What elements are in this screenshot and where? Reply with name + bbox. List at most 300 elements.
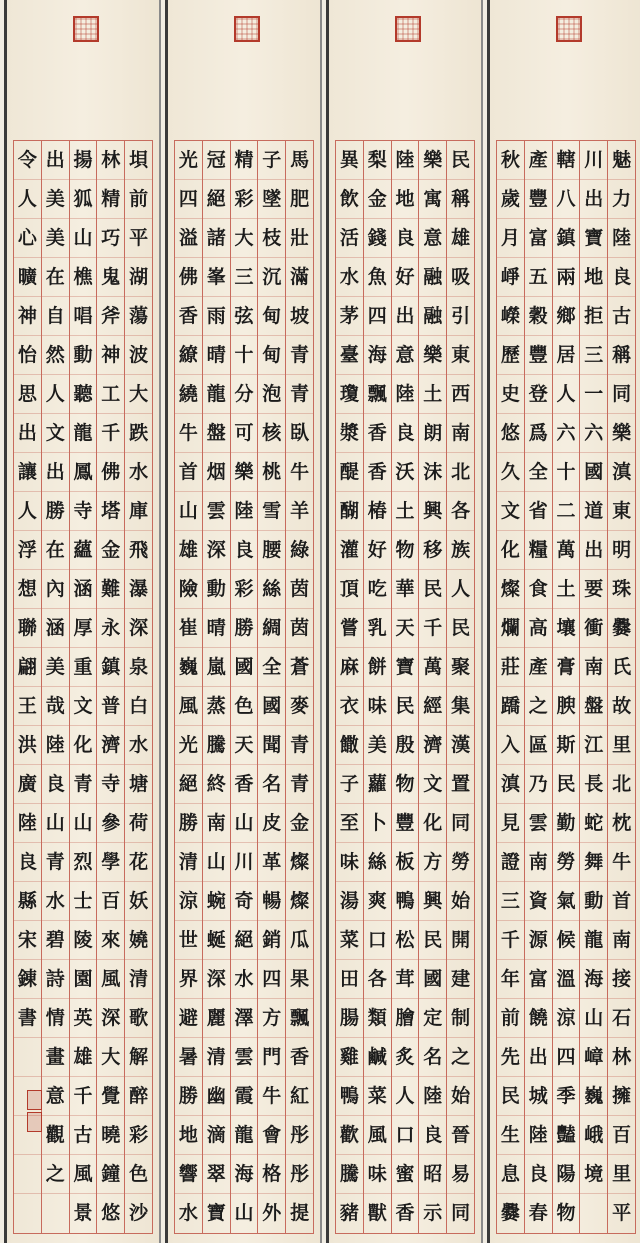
- calligraphy-character: 斯: [556, 733, 576, 756]
- character-cell: [553, 258, 580, 297]
- character-cell: [231, 1038, 258, 1077]
- character-cell: [392, 297, 419, 336]
- character-cell: [580, 336, 607, 375]
- character-cell: [525, 1194, 552, 1233]
- character-cell: [175, 960, 202, 999]
- calligraphy-character: 之: [451, 1045, 471, 1068]
- calligraphy-character: 族: [451, 538, 471, 561]
- character-cell: [497, 336, 524, 375]
- calligraphy-character: 昭: [423, 1162, 443, 1185]
- calligraphy-character: 嶂: [584, 1045, 604, 1068]
- character-cell: [608, 492, 635, 531]
- calligraphy-character: 泉: [129, 655, 149, 678]
- character-cell: [258, 375, 285, 414]
- character-cell: [392, 726, 419, 765]
- character-cell: [125, 843, 152, 882]
- character-cell: [553, 1116, 580, 1155]
- calligraphy-character: 學: [101, 850, 121, 873]
- calligraphy-character: 置: [451, 772, 471, 795]
- calligraphy-character: 之: [528, 694, 548, 717]
- calligraphy-character: 烈: [73, 850, 93, 873]
- character-cell: [258, 921, 285, 960]
- character-cell: [203, 297, 230, 336]
- character-cell: [447, 765, 474, 804]
- calligraphy-character: 龍: [234, 1123, 254, 1146]
- calligraphy-character: 食: [528, 577, 548, 600]
- calligraphy-character: 水: [129, 733, 149, 756]
- character-cell: [608, 843, 635, 882]
- character-cell: [175, 453, 202, 492]
- calligraphy-character: 源: [528, 928, 548, 951]
- calligraphy-character: 證: [500, 850, 520, 873]
- calligraphy-character: 彩: [234, 187, 254, 210]
- character-cell: [364, 180, 391, 219]
- character-cell: [231, 570, 258, 609]
- character-cell: [97, 375, 124, 414]
- calligraphy-character: 風: [367, 1123, 387, 1146]
- character-cell: [14, 999, 41, 1038]
- calligraphy-character: 西: [451, 382, 471, 405]
- calligraphy-character: 蒸: [206, 694, 226, 717]
- character-cell: [286, 141, 313, 180]
- calligraphy-character: 爨: [500, 1202, 520, 1224]
- calligraphy-character: 十: [234, 343, 254, 366]
- character-cell: [258, 492, 285, 531]
- character-cell: [580, 999, 607, 1038]
- character-cell: [97, 999, 124, 1038]
- character-cell: [231, 804, 258, 843]
- character-cell: [42, 1155, 69, 1194]
- calligraphy-character: 吃: [367, 577, 387, 600]
- calligraphy-character: 鳳: [73, 460, 93, 483]
- calligraphy-character: 蛇: [584, 811, 604, 834]
- calligraphy-character: 江: [584, 733, 604, 756]
- character-cell: [42, 531, 69, 570]
- calligraphy-character: 秋: [500, 148, 520, 171]
- calligraphy-character: 普: [101, 694, 121, 717]
- character-cell: [70, 804, 97, 843]
- calligraphy-character: 物: [395, 538, 415, 561]
- character-cell: [525, 1155, 552, 1194]
- character-cell: [447, 726, 474, 765]
- calligraphy-character: 香: [178, 304, 198, 327]
- calligraphy-character: 雄: [451, 226, 471, 249]
- character-cell: [336, 141, 363, 180]
- character-cell: [42, 765, 69, 804]
- calligraphy-character: 終: [206, 772, 226, 795]
- character-cell: [125, 1194, 152, 1233]
- character-cell: [525, 687, 552, 726]
- calligraphy-character: 膏: [556, 655, 576, 678]
- calligraphy-character: 白: [129, 694, 149, 717]
- character-cell: [525, 141, 552, 180]
- calligraphy-character: 力: [612, 187, 632, 210]
- character-cell: [42, 1194, 69, 1233]
- calligraphy-character: 冠: [206, 148, 226, 171]
- calligraphy-character: 燦: [500, 577, 520, 600]
- text-column: [285, 141, 314, 1233]
- character-cell: [392, 609, 419, 648]
- calligraphy-character: 深: [206, 967, 226, 990]
- character-cell: [447, 453, 474, 492]
- calligraphy-character: 彩: [234, 577, 254, 600]
- character-cell: [70, 648, 97, 687]
- calligraphy-character: 大: [101, 1045, 121, 1068]
- calligraphy-character: 始: [451, 889, 471, 912]
- character-cell: [42, 1038, 69, 1077]
- character-cell: [497, 1116, 524, 1155]
- character-cell: [175, 882, 202, 921]
- character-cell: [231, 1116, 258, 1155]
- character-cell: [419, 453, 446, 492]
- character-cell: [364, 609, 391, 648]
- character-cell: [70, 141, 97, 180]
- signature-seal-icon: [27, 1112, 42, 1132]
- character-cell: [203, 843, 230, 882]
- calligraphy-character: 明: [612, 538, 632, 561]
- calligraphy-character: 勝: [178, 1084, 198, 1107]
- calligraphy-character: 濟: [101, 733, 121, 756]
- calligraphy-character: 風: [178, 694, 198, 717]
- calligraphy-character: 華: [395, 577, 415, 600]
- calligraphy-character: 枕: [612, 811, 632, 834]
- character-cell: [553, 297, 580, 336]
- calligraphy-character: 稱: [451, 187, 471, 210]
- calligraphy-character: 涼: [178, 889, 198, 912]
- character-cell: [392, 921, 419, 960]
- character-cell: [97, 804, 124, 843]
- character-cell: [175, 1194, 202, 1233]
- calligraphy-character: 情: [45, 1006, 65, 1029]
- character-cell: [97, 570, 124, 609]
- character-cell: [231, 141, 258, 180]
- calligraphy-character: 會: [262, 1123, 282, 1146]
- calligraphy-character: 沃: [395, 460, 415, 483]
- calligraphy-character: 在: [45, 265, 65, 288]
- character-cell: [286, 531, 313, 570]
- calligraphy-character: 八: [556, 187, 576, 210]
- character-cell: [231, 297, 258, 336]
- calligraphy-character: 動: [584, 889, 604, 912]
- character-cell: [447, 1116, 474, 1155]
- character-cell: [231, 453, 258, 492]
- calligraphy-character: 嬈: [129, 928, 149, 951]
- character-cell: [336, 570, 363, 609]
- calligraphy-character: 轄: [556, 148, 576, 171]
- calligraphy-character: 月: [500, 226, 520, 249]
- calligraphy-character: 百: [612, 1123, 632, 1146]
- calligraphy-character: 滇: [500, 772, 520, 795]
- calligraphy-character: 水: [339, 265, 359, 288]
- calligraphy-character: 茸: [395, 967, 415, 990]
- calligraphy-character: 饊: [339, 733, 359, 756]
- scroll-panel-2: [326, 0, 483, 1243]
- calligraphy-character: 荷: [129, 811, 149, 834]
- calligraphy-character: 美: [367, 733, 387, 756]
- calligraphy-character: 三: [584, 343, 604, 366]
- calligraphy-character: 擁: [612, 1084, 632, 1107]
- character-cell: [553, 453, 580, 492]
- character-cell: [580, 843, 607, 882]
- character-cell: [336, 609, 363, 648]
- character-cell: [336, 375, 363, 414]
- character-cell: [364, 1194, 391, 1233]
- calligraphy-character: 風: [73, 1162, 93, 1185]
- calligraphy-character: 鎮: [101, 655, 121, 678]
- character-cell: [364, 297, 391, 336]
- character-cell: [42, 648, 69, 687]
- character-cell: [419, 1194, 446, 1233]
- calligraphy-character: 麻: [339, 655, 359, 678]
- character-cell: [553, 1038, 580, 1077]
- calligraphy-character: 良: [395, 226, 415, 249]
- calligraphy-character: 燦: [290, 889, 310, 912]
- character-cell: [175, 999, 202, 1038]
- character-cell: [553, 414, 580, 453]
- calligraphy-character: 瓜: [290, 928, 310, 951]
- character-cell: [608, 960, 635, 999]
- calligraphy-character: 餅: [367, 655, 387, 678]
- calligraphy-character: 雞: [339, 1045, 359, 1068]
- calligraphy-character: 青: [290, 382, 310, 405]
- character-cell: [14, 687, 41, 726]
- calligraphy-character: 衝: [584, 616, 604, 639]
- character-cell: [42, 375, 69, 414]
- character-cell: [553, 921, 580, 960]
- character-cell: [553, 687, 580, 726]
- calligraphy-character: 至: [339, 811, 359, 834]
- calligraphy-character: 彤: [290, 1162, 310, 1185]
- calligraphy-character: 寶: [206, 1202, 226, 1224]
- calligraphy-character: 資: [528, 889, 548, 912]
- character-cell: [447, 336, 474, 375]
- calligraphy-character: 文: [423, 772, 443, 795]
- character-cell: [14, 141, 41, 180]
- calligraphy-character: 文: [45, 421, 65, 444]
- calligraphy-character: 魅: [612, 148, 632, 171]
- character-cell: [125, 1155, 152, 1194]
- calligraphy-character: 巍: [178, 655, 198, 678]
- calligraphy-character: 二: [556, 499, 576, 522]
- character-cell: [258, 609, 285, 648]
- character-cell: [525, 414, 552, 453]
- character-cell: [553, 765, 580, 804]
- calligraphy-character: 崔: [178, 616, 198, 639]
- character-cell: [580, 960, 607, 999]
- character-cell: [419, 687, 446, 726]
- calligraphy-character: 好: [367, 538, 387, 561]
- character-cell: [336, 999, 363, 1038]
- calligraphy-character: 區: [528, 733, 548, 756]
- character-cell: [419, 726, 446, 765]
- calligraphy-character: 古: [73, 1123, 93, 1146]
- character-cell: [497, 1194, 524, 1233]
- character-cell: [525, 492, 552, 531]
- character-grid: [335, 140, 475, 1234]
- calligraphy-character: 引: [451, 304, 471, 327]
- character-cell: [336, 843, 363, 882]
- character-cell: [447, 882, 474, 921]
- calligraphy-character: 外: [262, 1202, 282, 1224]
- character-cell: [553, 531, 580, 570]
- calligraphy-character: 工: [101, 382, 121, 405]
- character-cell: [608, 648, 635, 687]
- character-cell: [258, 960, 285, 999]
- calligraphy-character: 四: [178, 187, 198, 210]
- calligraphy-character: 候: [556, 928, 576, 951]
- calligraphy-character: 蹻: [500, 694, 520, 717]
- character-cell: [97, 531, 124, 570]
- character-cell: [231, 882, 258, 921]
- calligraphy-character: 晴: [206, 616, 226, 639]
- calligraphy-character: 動: [206, 577, 226, 600]
- character-cell: [97, 180, 124, 219]
- calligraphy-character: 三: [234, 265, 254, 288]
- character-cell: [70, 570, 97, 609]
- calligraphy-character: 豬: [339, 1202, 359, 1224]
- character-cell: [608, 570, 635, 609]
- calligraphy-character: 幽: [206, 1084, 226, 1107]
- character-cell: [203, 336, 230, 375]
- calligraphy-character: 悠: [500, 421, 520, 444]
- character-cell: [392, 570, 419, 609]
- calligraphy-character: 化: [73, 733, 93, 756]
- character-cell: [125, 336, 152, 375]
- character-cell: [525, 531, 552, 570]
- character-cell: [392, 375, 419, 414]
- calligraphy-character: 牛: [178, 421, 198, 444]
- character-cell: [419, 648, 446, 687]
- character-cell: [203, 648, 230, 687]
- calligraphy-character: 出: [17, 421, 37, 444]
- calligraphy-character: 盤: [584, 694, 604, 717]
- character-cell: [497, 999, 524, 1038]
- calligraphy-character: 融: [423, 304, 443, 327]
- character-cell: [203, 609, 230, 648]
- calligraphy-character: 菜: [339, 928, 359, 951]
- character-cell: [364, 648, 391, 687]
- calligraphy-character: 陸: [423, 1084, 443, 1107]
- calligraphy-character: 峯: [206, 265, 226, 288]
- character-cell: [447, 141, 474, 180]
- character-cell: [525, 375, 552, 414]
- calligraphy-character: 哉: [45, 694, 65, 717]
- calligraphy-character: 全: [528, 460, 548, 483]
- character-cell: [70, 960, 97, 999]
- top-seal-icon: [234, 16, 260, 42]
- calligraphy-character: 縣: [17, 889, 37, 912]
- character-cell: [447, 843, 474, 882]
- character-cell: [364, 765, 391, 804]
- calligraphy-character: 良: [234, 538, 254, 561]
- character-cell: [203, 1038, 230, 1077]
- character-cell: [70, 999, 97, 1038]
- character-cell: [392, 648, 419, 687]
- character-cell: [203, 765, 230, 804]
- scroll-panel-1: [487, 0, 640, 1243]
- character-cell: [258, 258, 285, 297]
- calligraphy-character: 金: [290, 811, 310, 834]
- calligraphy-character: 各: [367, 967, 387, 990]
- calligraphy-character: 千: [500, 928, 520, 951]
- calligraphy-character: 寺: [73, 499, 93, 522]
- character-cell: [525, 648, 552, 687]
- character-cell: [203, 882, 230, 921]
- calligraphy-character: 茵: [290, 577, 310, 600]
- calligraphy-character: 提: [290, 1202, 310, 1224]
- calligraphy-character: 定: [423, 1006, 443, 1029]
- calligraphy-character: 樂: [423, 148, 443, 171]
- calligraphy-character: 奇: [234, 889, 254, 912]
- character-cell: [97, 843, 124, 882]
- calligraphy-character: 歲: [500, 187, 520, 210]
- calligraphy-character: 險: [178, 577, 198, 600]
- character-cell: [364, 1038, 391, 1077]
- calligraphy-character: 菜: [367, 1084, 387, 1107]
- calligraphy-character: 接: [612, 967, 632, 990]
- character-cell: [553, 999, 580, 1038]
- character-cell: [364, 219, 391, 258]
- character-cell: [336, 492, 363, 531]
- character-cell: [203, 804, 230, 843]
- calligraphy-character: 國: [423, 967, 443, 990]
- character-cell: [97, 1194, 124, 1233]
- character-cell: [70, 609, 97, 648]
- calligraphy-character: 十: [556, 460, 576, 483]
- character-cell: [231, 180, 258, 219]
- calligraphy-character: 豐: [395, 811, 415, 834]
- character-cell: [125, 726, 152, 765]
- calligraphy-character: 青: [290, 772, 310, 795]
- calligraphy-character: 腴: [556, 694, 576, 717]
- calligraphy-character: 臥: [290, 421, 310, 444]
- calligraphy-character: 前: [500, 1006, 520, 1029]
- character-cell: [497, 609, 524, 648]
- calligraphy-character: 鴨: [339, 1084, 359, 1107]
- calligraphy-character: 山: [206, 850, 226, 873]
- calligraphy-character: 跌: [129, 421, 149, 444]
- calligraphy-character: 水: [129, 460, 149, 483]
- calligraphy-character: 涼: [556, 1006, 576, 1029]
- calligraphy-character: 書: [17, 1006, 37, 1029]
- character-cell: [14, 960, 41, 999]
- character-cell: [42, 960, 69, 999]
- character-cell: [125, 297, 152, 336]
- character-cell: [553, 804, 580, 843]
- character-cell: [608, 1038, 635, 1077]
- calligraphy-character: 美: [45, 226, 65, 249]
- character-cell: [70, 687, 97, 726]
- calligraphy-character: 異: [339, 148, 359, 171]
- character-cell: [14, 531, 41, 570]
- character-cell: [497, 687, 524, 726]
- calligraphy-character: 神: [101, 343, 121, 366]
- calligraphy-character: 產: [528, 655, 548, 678]
- character-cell: [203, 531, 230, 570]
- calligraphy-character: 饒: [528, 1006, 548, 1029]
- text-column: [124, 141, 153, 1233]
- calligraphy-character: 勞: [556, 850, 576, 873]
- calligraphy-character: 色: [234, 694, 254, 717]
- character-cell: [97, 1116, 124, 1155]
- text-column: [363, 141, 391, 1233]
- character-cell: [125, 492, 152, 531]
- character-cell: [175, 1155, 202, 1194]
- character-cell: [70, 180, 97, 219]
- calligraphy-character: 地: [395, 187, 415, 210]
- character-cell: [258, 1194, 285, 1233]
- calligraphy-character: 地: [584, 265, 604, 288]
